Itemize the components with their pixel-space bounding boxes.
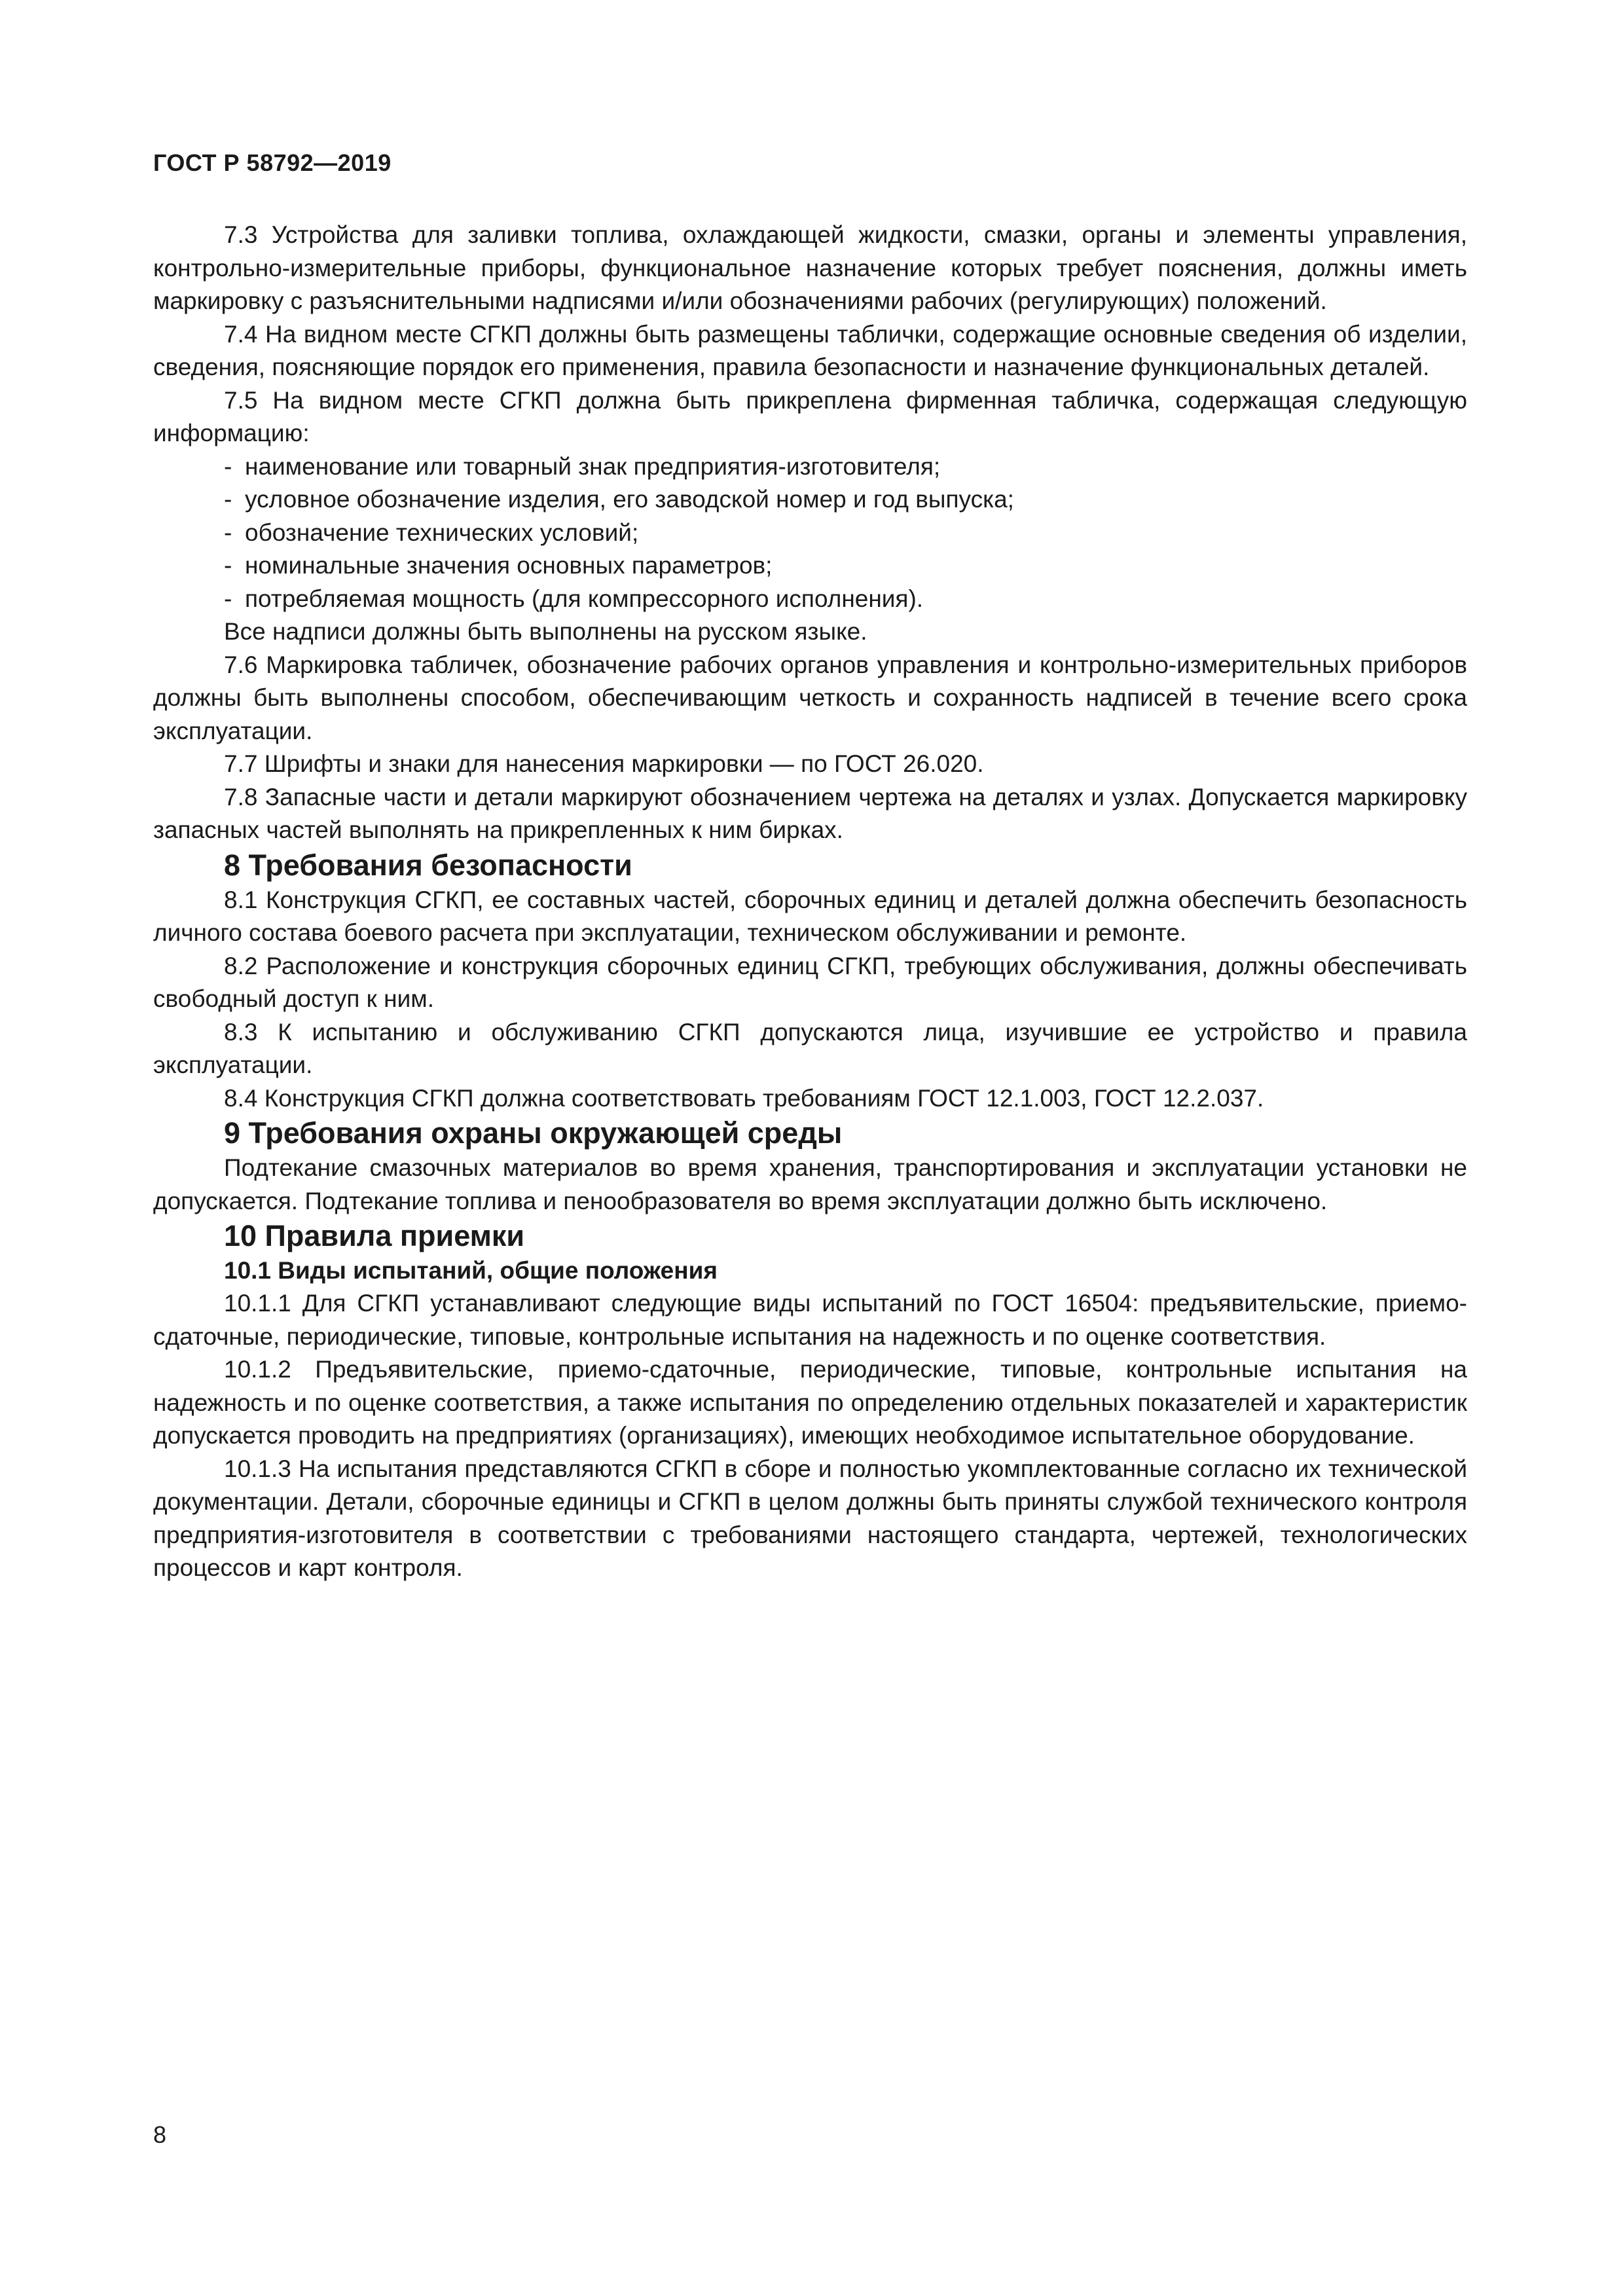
dash-bullet: - <box>224 552 232 579</box>
paragraph-7-7: 7.7 Шрифты и знаки для нанесения маркировки — по ГОСТ 26.020. <box>224 750 984 777</box>
section-10-heading: 10 Правила приемки <box>224 1219 525 1252</box>
paragraph-7-5: 7.5 На видном месте СГКП должна быть прикреплена фирменная табличка, содержащая следующую информацию: <box>153 386 1467 446</box>
list-item <box>153 583 1467 616</box>
paragraph-7-4: 7.4 На видном месте СГКП должны быть размещены таблички, содержащие основные сведения об изделии, сведения, поясняющие порядок его применения, правила безопасности и назначение функциональных деталей. <box>153 320 1467 380</box>
document-header: ГОСТ Р 58792—2019 <box>153 149 392 176</box>
section-8-heading: 8 Требования безопасности <box>224 848 632 882</box>
paragraph-7-5-note: Все надписи должны быть выполнены на русском языке. <box>224 618 867 645</box>
list-item <box>153 483 1467 517</box>
paragraph-8-3: 8.3 К испытанию и обслуживанию СГКП допускаются лица, изучившие ее устройство и правила эксплуатации. <box>153 1018 1467 1078</box>
section-9-heading: 9 Требования охраны окружающей среды <box>224 1116 843 1150</box>
paragraph-8-2: 8.2 Расположение и конструкция сборочных единиц СГКП, требующих обслуживания, должны обеспечивать свободный доступ к ним. <box>153 952 1467 1012</box>
dash-bullet: - <box>224 486 232 513</box>
list-item-text: номинальные значения основных параметров; <box>245 552 773 579</box>
list-item-text: наименование или товарный знак предприятия-изготовителя; <box>245 452 941 480</box>
paragraph-7-8: 7.8 Запасные части и детали маркируют обозначением чертежа на деталях и узлах. Допускается маркировку запасных частей выполнять на прикрепленных к ним бирках. <box>153 783 1467 843</box>
list-item <box>153 549 1467 583</box>
paragraph-10-1-2: 10.1.2 Предъявительские, приемо-сдаточные, периодические, типовые, контрольные испытания на надежность и по оценке соответствия, а также испытания по определению отдельных показателей и характеристик допускается проводить на предприятиях (организациях), имеющих необходимое испытательное оборудование. <box>153 1356 1467 1449</box>
paragraph-7-3: 7.3 Устройства для заливки топлива, охлаждающей жидкости, смазки, органы и элементы управления, контрольно-измерительные приборы, функциональное назначение которых требует пояснения, должны иметь маркировку с разъяснительными надписями и/или обозначениями рабочих (регулирующих) положений. <box>153 221 1467 314</box>
paragraph-8-4: 8.4 Конструкция СГКП должна соответствовать требованиям ГОСТ 12.1.003, ГОСТ 12.2.037. <box>224 1084 1264 1112</box>
paragraph-7-6: 7.6 Маркировка табличек, обозначение рабочих органов управления и контрольно-измерительных приборов должны быть выполнены способом, обеспечивающим четкость и сохранность надписей в течение всего срока эксплуатации. <box>153 651 1467 744</box>
paragraph-10-1-3: 10.1.3 На испытания представляются СГКП в сборе и полностью укомплектованные согласно их технической документации. Детали, сборочные единицы и СГКП в целом должны быть приняты службой технического контроля предприятия-изготовителя в соответствии с требованиями настоящего стандарта, чертежей, технологических процессов и карт контроля. <box>153 1455 1467 1581</box>
paragraph-8-1: 8.1 Конструкция СГКП, ее составных частей, сборочных единиц и деталей должна обеспечить безопасность личного состава боевого расчета при эксплуатации, техническом обслуживании и ремонте. <box>153 886 1467 946</box>
list-item-text: обозначение технических условий; <box>245 519 639 546</box>
page-number: 8 <box>153 2121 167 2148</box>
paragraph-10-1-1: 10.1.1 Для СГКП устанавливают следующие виды испытаний по ГОСТ 16504: предъявительские, приемо-сдаточные, периодические, типовые, контрольные испытания на надежность и по оценке соответствия. <box>153 1290 1467 1350</box>
subsection-10-1-heading: 10.1 Виды испытаний, общие положения <box>224 1257 718 1284</box>
paragraph-9: Подтекание смазочных материалов во время хранения, транспортирования и эксплуатации установки не допускается. Подтекание топлива и пенообразователя во время эксплуатации должно быть исключено. <box>153 1154 1467 1214</box>
list-item-text: условное обозначение изделия, его заводской номер и год выпуска; <box>245 486 1014 513</box>
list-item <box>153 450 1467 484</box>
list-item-text: потребляемая мощность (для компрессорного исполнения). <box>245 585 924 612</box>
dash-bullet: - <box>224 519 232 546</box>
list-item <box>153 517 1467 550</box>
dash-bullet: - <box>224 452 232 480</box>
document-body <box>153 219 1467 1585</box>
dash-bullet: - <box>224 585 232 612</box>
nameplate-info-list <box>153 450 1467 616</box>
